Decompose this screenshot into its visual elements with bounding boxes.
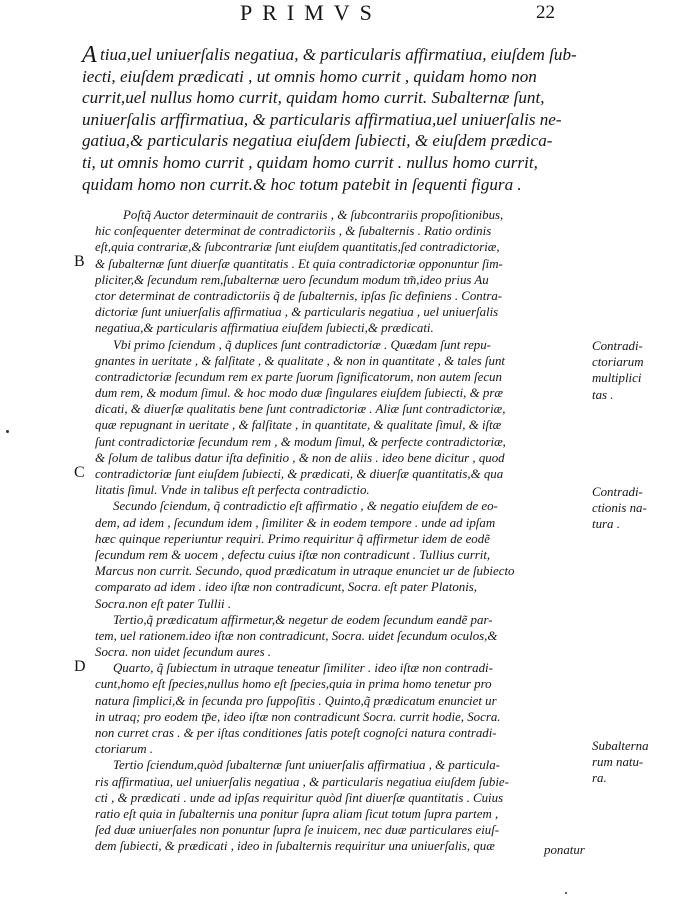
section-marker-c: C: [74, 464, 85, 481]
margin-note-line: multiplici: [592, 371, 642, 386]
body-line: Marcus non currit. Secundo, quod prædicatum in utraque enunciet ur de ſubiecto: [95, 564, 515, 579]
margin-note-contradictionis: [592, 484, 682, 533]
body-line: Poſtq̃ Auctor determinauit de contrariis , & ſubcontrariis propoſitionibus,: [123, 208, 504, 222]
body-line: Socra. non uidet ſecundum aures .: [95, 645, 272, 660]
top-line: uniuerſalis arffirmatiua, & particularis affirmatiua,uel uniuerſalis ne-: [82, 109, 562, 129]
body-line: tem, uel rationem.ideo iſtæ non contradicunt, Socra. uidet ſecundum oculos,&: [95, 628, 498, 643]
top-line: ti, ut omnis homo currit , quidam homo currit . nullus homo currit,: [82, 152, 538, 172]
margin-note-line: Subalterna: [592, 739, 649, 753]
body-line: pliciter,& ſecundum rem,ſubalternæ uero ſecundum modum tm̃,ideo prius Au: [95, 272, 489, 287]
top-line: iecti, eiuſdem prædicati , ut omnis homo currit , quidam homo non: [82, 66, 537, 86]
margin-note-line: tura .: [592, 517, 620, 532]
body-line: negatiua,& particularis affirmatiua eiuſdem ſubiecti,& prædicati.: [95, 321, 434, 336]
top-paragraph: [82, 44, 582, 195]
body-line: dictoriæ ſunt uniuerſalis affirmatiua , & particularis negatiua , uel uniuerſalis: [95, 305, 499, 320]
body-line: in utraq; pro eodem tp̃e, ideo iſtæ non contradicunt Socra. currit hodie, Socra.: [95, 709, 501, 724]
body-line: dem ſubiecti, & prædicati , ideo in ſubalternis requiritur una uniuerſalis, quæ: [95, 839, 495, 854]
body-line: hæc quinque reperiuntur requiri. Primo requiritur q̃ affirmetur idem de eodẽ: [95, 531, 490, 546]
margin-note-contradictoriarum: [592, 338, 682, 403]
body-line: ſecundum rem & uocem , defectu cuius iſtæ non contradicunt . Tullius currit,: [95, 547, 491, 562]
margin-note-line: Contradi-: [592, 485, 643, 499]
top-line: tiua,uel uniuerſalis negatiua, & particularis affirmatiua, eiuſdem ſub-: [100, 45, 577, 64]
body-line: hic conſequenter determinat de contradictoriis , & ſubalternis . Ratio ordinis: [95, 224, 492, 239]
body-line: dum rem, & modum ſimul. & hoc modo duæ ſingulares eiuſdem ſubiecti, & præ: [95, 386, 503, 401]
body-line: Quarto, q̃ ſubiectum in utraque teneatur ſimiliter . ideo iſtæ non contradi-: [113, 661, 493, 676]
body-line: dem, ad idem , ſecundum idem , ſimiliter & in eodem tempore . unde ad ipſam: [95, 515, 496, 530]
body-line: dicati, & diuerſæ qualitatis bene ſunt contradictoriæ . Aliæ ſunt contradictoriæ,: [95, 402, 506, 417]
body-line: contradictoriæ ſecundum rem ex parte ſuorum ſignificatorum, non autem ſecun: [95, 369, 502, 384]
body-line: contradictoriæ ſunt eiuſdem ſubiecti, & prædicati, & diuerſæ quantitatis,& qua: [95, 467, 504, 481]
top-line: gatiua,& particularis negatiua eiuſdem ſubiecti, & eiuſdem prædica-: [82, 131, 553, 151]
body-line: Socra.non eſt pater Tullii .: [95, 596, 232, 611]
catchword: ponatur: [544, 843, 585, 857]
top-line: currit,uel nullus homo currit, quidam homo currit. Subalternæ ſunt,: [82, 88, 545, 108]
body-line: ſunt contradictoriæ ſecundum rem , & modum ſimul, & perfecte contradictoriæ,: [95, 434, 506, 449]
body-line: cunt,homo eſt ſpecies,nullus homo eſt ſpecies,quia in prima homo tenetur pro: [95, 677, 492, 692]
margin-note-line: rum natu-: [592, 755, 644, 770]
top-line: quidam homo non currit.& hoc totum patebit in ſequenti figura .: [82, 174, 522, 194]
body-line: comparato ad idem . ideo iſtæ non contradicunt, Socra. eſt pater Platonis,: [95, 580, 478, 595]
body-line: natura ſimplici,& in ſecunda pro ſuppoſitis . Quinto,q̃ prædicatum enunciet ur: [95, 693, 497, 708]
body-line: Secundo ſciendum, q̃ contradictio eſt affirmatio , & negatio eiuſdem de eo-: [113, 499, 498, 514]
commentary-text: [95, 207, 595, 855]
body-line: ratio eſt quia in ſubalternis una ponitur ſupra aliam ſicut totum ſupra partem ,: [95, 806, 499, 821]
page-number: 22: [536, 2, 555, 23]
body-line: gnantes in ueritate , & falſitate , & qualitate , & non in quantitate , & tales ſunt: [95, 353, 505, 368]
body-line: litatis ſimul. Vnde in talibus eſt perfecta contradictio.: [95, 483, 370, 498]
body-line: Tertio,q̃ prædicatum affirmetur,& negetur de eodem ſecundum eandẽ par-: [113, 612, 493, 627]
margin-note-line: ra.: [592, 771, 607, 786]
body-line: ris affirmatiua, uel uniuerſalis negatiua , & particularis negatiua eiuſdem ſubie-: [95, 774, 509, 789]
margin-note-subalternarum: [592, 738, 682, 787]
ink-speck: [6, 430, 9, 433]
margin-note-line: tas .: [592, 387, 614, 402]
section-marker-b: B: [74, 253, 85, 270]
body-line: non curret cras . & per iſtas conditiones ſatis poteſt cognoſci natura contradi-: [95, 726, 497, 740]
margin-note-line: ctoriarum: [592, 355, 644, 370]
body-line: eſt,quia contrariæ,& ſubcontrariæ ſunt eiuſdem quantitatis,ſed contradictoriæ,: [95, 240, 500, 255]
margin-note-line: Contradi-: [592, 339, 643, 353]
drop-capital: A: [82, 42, 97, 68]
body-line: quæ repugnant in ueritate , & falſitate , in quantitate, & qualitate ſimul, & iſtæ: [95, 418, 502, 433]
section-marker-d: D: [74, 658, 86, 675]
body-line: ſed duæ uniuerſales non ponuntur ſupra ſe inuicem, nec duæ particulares eiuſ-: [95, 823, 500, 838]
body-line: ctoriarum .: [95, 742, 154, 757]
body-line: Vbi primo ſciendum , q̃ duplices ſunt contradictoriæ . Quædam ſunt repu-: [113, 337, 491, 352]
body-line: & ſubalternæ ſunt diuerſæ quantitatis . Et quia contradictoriæ opponuntur ſim-: [95, 256, 503, 271]
body-line: ctor determinat de contradictoriis q̃ de ſubalternis, ipſas ſic definiens . Contra-: [95, 288, 503, 303]
body-line: Tertio ſciendum,quòd ſubalternæ ſunt uniuerſalis affirmatiua , & particula-: [113, 758, 500, 773]
ink-speck: [565, 892, 567, 894]
running-head: PRIMVS: [240, 0, 382, 25]
body-line: & ſolum de talibus datur iſta definitio , & non de aliis . ideo bene dicitur , quod: [95, 450, 505, 465]
margin-note-line: ctionis na-: [592, 501, 647, 516]
body-line: cti , & prædicati . unde ad ipſas requiritur quòd ſint diuerſæ quantitatis . Cuius: [95, 790, 504, 805]
